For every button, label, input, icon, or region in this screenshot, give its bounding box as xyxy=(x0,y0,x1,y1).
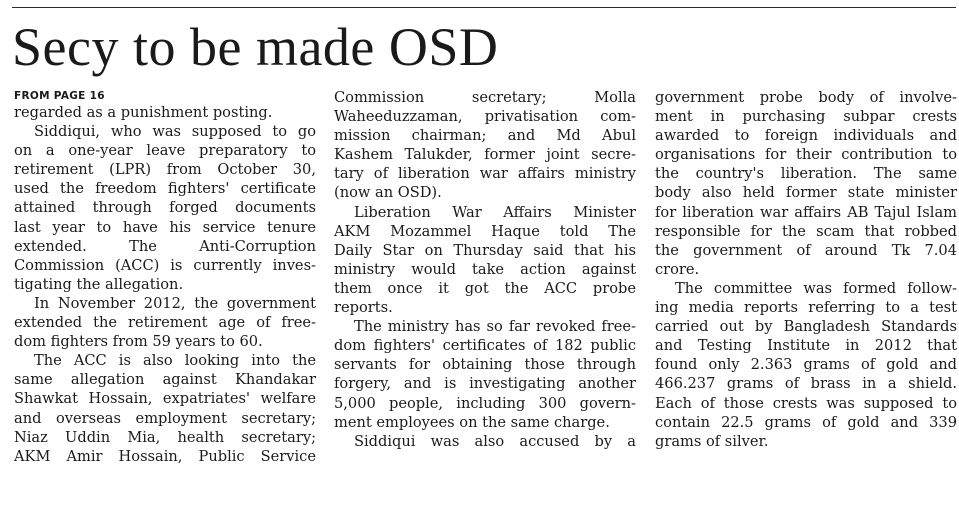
text-line: Waheeduzzaman, privatisation com- xyxy=(334,108,636,126)
text-line: attained through forged documents xyxy=(14,199,316,217)
top-rule xyxy=(12,7,956,8)
text-line: carried out by Bangladesh Standards xyxy=(655,318,957,336)
text-line: ministry would take action against xyxy=(334,260,636,278)
text-line: same allegation against Khandakar xyxy=(14,371,316,389)
text-line: mission chairman; and Md Abul xyxy=(334,127,636,145)
text-line: contain 22.5 grams of gold and 339 xyxy=(655,413,957,431)
text-line: AKM Mozammel Haque told The xyxy=(334,222,636,240)
text-line: Commission (ACC) is currently inves- xyxy=(14,256,316,274)
text-line: AKM Amir Hossain, Public Service xyxy=(14,447,316,465)
text-line: extended. The Anti-Corruption xyxy=(14,237,316,255)
text-line: regarded as a punishment posting. xyxy=(14,104,273,121)
text-line: crore. xyxy=(655,260,700,278)
text-line: grams of silver. xyxy=(655,432,769,450)
text-line: In November 2012, the government xyxy=(34,294,316,312)
text-line: The committee was formed follow- xyxy=(675,279,957,297)
text-line: organisations for their contribution to xyxy=(655,146,957,164)
text-line: 466.237 grams of brass in a shield. xyxy=(655,375,957,393)
text-line: Liberation War Affairs Minister xyxy=(354,203,636,221)
text-line: on a one-year leave preparatory to xyxy=(14,142,316,160)
text-line: government probe body of involve- xyxy=(655,89,957,106)
text-line: awarded to foreign individuals and xyxy=(655,127,957,145)
text-line: Kashem Talukder, former joint secre- xyxy=(334,146,636,164)
text-line: body also held former state minister xyxy=(655,184,957,202)
text-line: servants for obtaining those through xyxy=(334,356,636,374)
article-column-3 xyxy=(655,88,957,451)
text-line: The ministry has so far revoked free- xyxy=(354,318,636,336)
text-line: last year to have his service tenure xyxy=(14,218,316,236)
text-line: (now an OSD). xyxy=(334,184,442,202)
text-line: used the freedom fighters' certificate xyxy=(14,180,316,198)
text-line: ment employees on the same charge. xyxy=(334,413,610,431)
text-line: forgery, and is investigating another xyxy=(334,375,636,393)
text-line: Commission secretary; Molla xyxy=(334,89,636,106)
text-line: found only 2.363 grams of gold and xyxy=(655,356,957,374)
article-column-2 xyxy=(334,88,636,451)
text-line: and Testing Institute in 2012 that xyxy=(655,337,957,355)
text-line: 5,000 people, including 300 govern- xyxy=(334,394,636,412)
text-line: Niaz Uddin Mia, health secretary; xyxy=(14,428,316,446)
text-line: for liberation war affairs AB Tajul Islam xyxy=(655,203,957,221)
text-line: retirement (LPR) from October 30, xyxy=(14,161,316,179)
text-line: The ACC is also looking into the xyxy=(34,352,316,370)
text-line: tigating the allegation. xyxy=(14,275,184,293)
text-line: ing media reports referring to a test xyxy=(655,299,957,317)
text-line: the country's liberation. The same xyxy=(655,165,957,183)
article-column-1 xyxy=(14,89,316,466)
headline: Secy to be made OSD xyxy=(12,17,499,77)
text-line: extended the retirement age of free- xyxy=(14,314,316,332)
text-line: Each of those crests was supposed to xyxy=(655,394,957,412)
text-line: Shawkat Hossain, expatriates' welfare xyxy=(14,390,316,408)
jump-note: FROM PAGE 16 xyxy=(14,90,105,102)
text-line: reports. xyxy=(334,299,393,317)
text-line: Siddiqui, who was supposed to go xyxy=(34,123,316,141)
text-line: tary of liberation war affairs ministry xyxy=(334,165,636,183)
text-line: Siddiqui was also accused by a xyxy=(354,432,636,450)
text-line: them once it got the ACC probe xyxy=(334,279,636,297)
text-line: and overseas employment secretary; xyxy=(14,409,316,427)
text-line: the government of around Tk 7.04 xyxy=(655,241,957,259)
text-line: ment in purchasing subpar crests xyxy=(655,108,957,126)
text-line: responsible for the scam that robbed xyxy=(655,222,957,240)
text-line: Daily Star on Thursday said that his xyxy=(334,241,636,259)
text-line: dom fighters' certificates of 182 public xyxy=(334,337,636,355)
text-line: dom fighters from 59 years to 60. xyxy=(14,333,263,351)
